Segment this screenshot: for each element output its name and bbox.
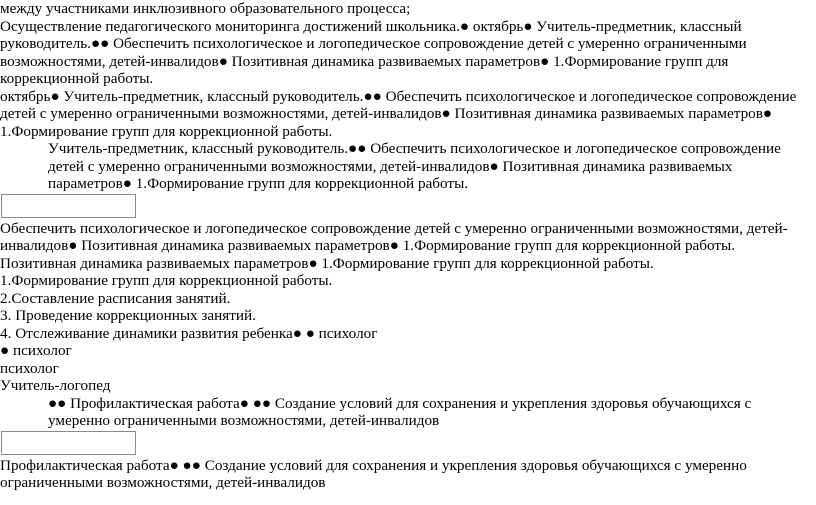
paragraph-dynamics: Позитивная динамика развиваемых параметров● 1.Формирование групп для коррекционной работы. [0, 254, 654, 272]
paragraph-teacher: Учитель-предметник, классный руководитель.●● Обеспечить психологическое и логопедическое сопровождение детей с умеренно ограниченными возможностями, детей-инвалидов● Позитивная динамика развиваемых параметров● 1.Формирование групп для коррекционной работы. [48, 140, 781, 192]
paragraph-prevention: ●● Профилактическая работа● ●● Создание условий для сохранения и укрепления здоровья обучающихся с умеренно ограниченными возможностями, детей-инвалидов [48, 394, 752, 429]
text-line: психолог [0, 359, 59, 377]
paragraph-october: октябрь● Учитель-предметник, классный руководитель.●● Обеспечить психологическое и логопедическое сопровождение детей с умеренно ограниченными возможностями, детей-инвалидов● Позитивная динамика развиваемых параметров● 1.Формирование групп для коррекционной работы. [0, 87, 797, 140]
list-item: 2.Составление расписания занятий. [0, 289, 231, 307]
paragraph-prevention-2: Профилактическая работа● ●● Создание условий для сохранения и укрепления здоровья обучающихся с умеренно ограниченными возможностями, детей-инвалидов [0, 456, 747, 491]
list-item: 3. Проведение коррекционных занятий. [0, 307, 256, 324]
text-line: ● психолог [0, 342, 72, 359]
text-line: между участниками инклюзивного образовательного процесса; [0, 0, 411, 17]
paragraph-monitoring: Осуществление педагогического мониторинга достижений школьника.● октябрь● Учитель-предметник, классный руководитель.●● Обеспечить психологическое и логопедическое сопровождение детей с умеренно ограниченными возможностями, детей-инвалидов● Позитивная динамика развиваемых параметров● 1.Формирование групп для коррекционной работы. [0, 17, 747, 87]
list-item: 4. Отслеживание динамики развития ребенка● ● психолог [0, 324, 378, 342]
text-line: Учитель-логопед [0, 377, 111, 394]
list-item: 1.Формирование групп для коррекционной работы. [0, 272, 333, 289]
empty-cell-box [1, 194, 136, 218]
paragraph-support: Обеспечить психологическое и логопедическое сопровождение детей с умеренно ограниченными возможностями, детей-инвалидов● Позитивная динамика развиваемых параметров● 1.Формирование групп для коррекционной работы. [0, 219, 788, 254]
empty-cell-box [1, 431, 136, 455]
